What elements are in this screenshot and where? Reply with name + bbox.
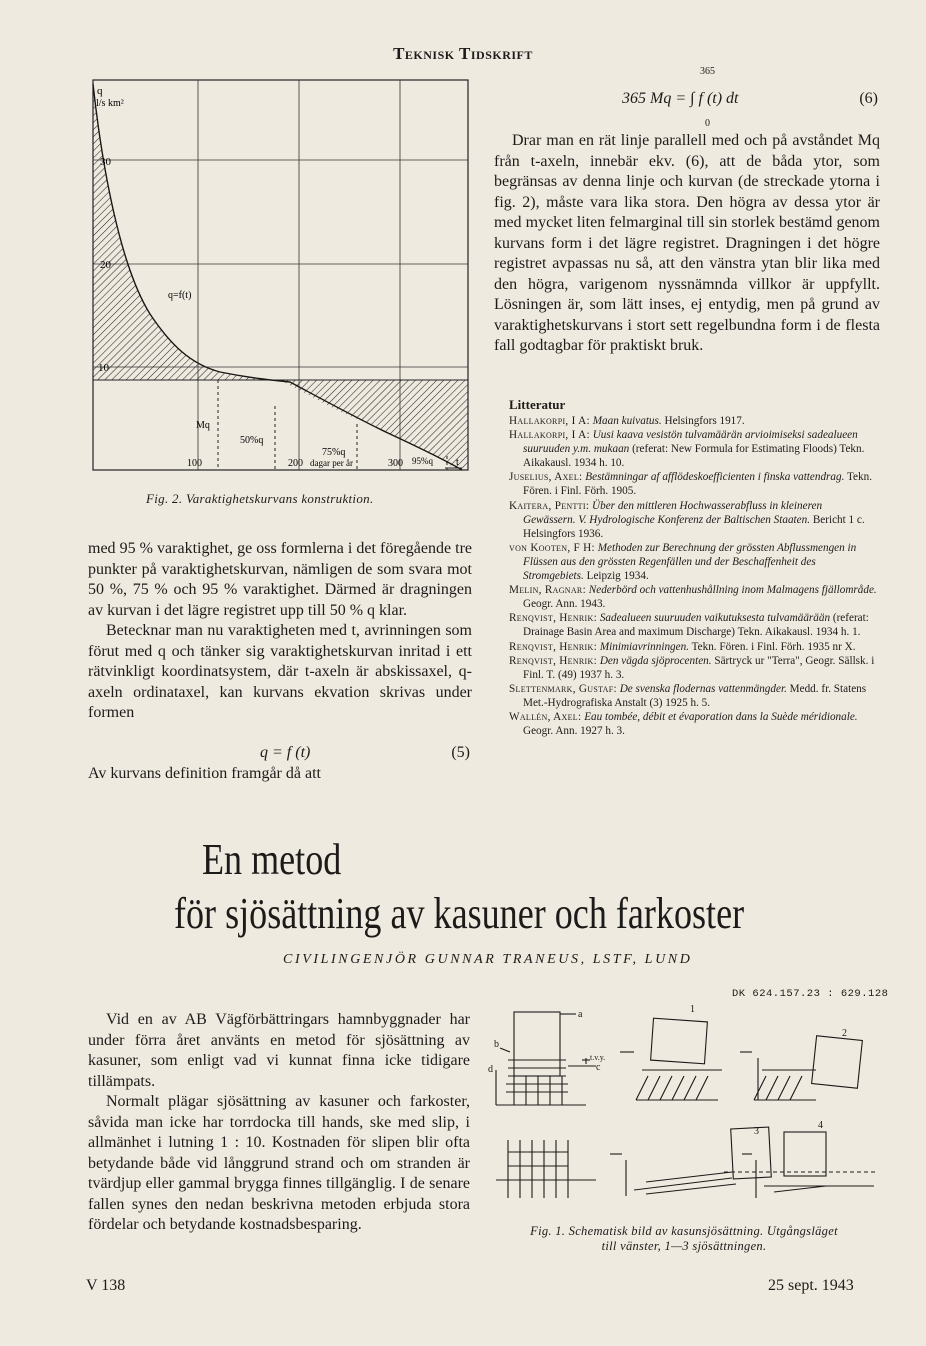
article-title-line-2: för sjösättning av kasuner och farkoster (174, 889, 745, 938)
byline: CIVILINGENJÖR GUNNAR TRANEUS, LSTF, LUND (283, 952, 693, 967)
label-step-4: 4 (818, 1120, 823, 1131)
label-95-percent: 95%q (412, 456, 433, 466)
figure-1-caption-line-1: Fig. 1. Schematisk bild av kasunsjösättning. Utgångsläget (530, 1224, 838, 1238)
page-number: V 138 (86, 1277, 126, 1294)
reference-item: Hallakorpi, I A: Uusi kaava vesistön tulvamäärän arvioimiseksi sadealueen suuruuden y.m. mukaan (referat: New Formula for Estimating Floods) Tekn. Aikakausl. 1934 h. 10. (509, 429, 865, 470)
paragraph-1: med 95 % varaktighet, ge oss formlerna i det föregående tre punkter på varaktighetskurvan, nämligen de som svara mot 50 %, 75 % och 95 % varaktighet. Därmed är dragningen av kurvan i det lägre registret upp till 50 % q klar. (88, 540, 472, 619)
caisson-step-4 (784, 1132, 826, 1176)
label-step-2: 2 (842, 1028, 847, 1039)
article-title-line-1: En metod (202, 835, 342, 884)
curve-label: q=f(t) (168, 290, 192, 301)
figure-1-caption (486, 1224, 882, 1254)
reference-item: Wallén, Axel: Eau tombée, débit et évaporation dans la Suède méridionale. Geogr. Ann. 1927 h. 3. (509, 710, 858, 738)
reference-item: Renqvist, Henrik: Den vägda sjöprocenten. Särtryck ur "Terra", Geogr. Sällsk. i Finl. T. (49) 1937 h. 3. (509, 654, 875, 681)
x-tick-100: 100 (187, 458, 202, 469)
mq-label: Mq (196, 420, 210, 431)
figure-2-caption: Fig. 2. Varaktighetskurvans konstruktion. (146, 491, 374, 506)
x-tick-300: 300 (388, 458, 403, 469)
label-50-percent: 50%q (240, 435, 264, 446)
label-75-percent: 75%q (322, 447, 346, 458)
literature-heading: Litteratur (509, 397, 566, 412)
launching-schematic (486, 1000, 882, 1218)
hatched-area-left (93, 84, 280, 380)
paragraph-2: Betecknar man nu varaktigheten med t, avrinningen som förut med q och tänker sig varaktighetskurvan inritad i ett rätvinkligt koordinatsystem, där t-axeln är abskissaxel, q-axeln ordinataxel, kan kurvans ekvation skrivas under formen (88, 622, 472, 721)
equation-6-number: (6) (859, 90, 878, 107)
reference-item: Kaitera, Pentti: Über den mittleren Hochwasserabfluss in kleineren Gewässern. V. Hydrologische Konferenz der Baltischen Staaten. Bericht 1 c. Helsingfors 1936. (509, 499, 865, 540)
paragraph-3: Av kurvans definition framgår då att (88, 765, 321, 782)
reference-item: Melin, Ragnar: Nederbörd och vattenhushållning inom Malmagens fjällområde. Geogr. Ann. 1943. (509, 584, 877, 611)
article-2-paragraph-1: Vid en av AB Vägförbättringars hamnbyggnader har under förra året använts en metod för sjösättning av kasuner, som enligt vad vi kunnat finna icke tidigare tillämpats. (88, 1011, 470, 1090)
caisson-step-1 (651, 1018, 708, 1064)
equation-5-formula: q = f (t) (260, 744, 311, 761)
journal-header: Teknisk Tidskrift (393, 44, 533, 63)
right-paragraph: Drar man en rät linje parallell med och på avståndet Mq från t-axeln, innebär ekv. (6), att de båda ytor, som begränsas av denna linje och kurvan (de streckade ytorna i fig. 2), måste vara lika stora. Den högra av dessa ytor är med mycket liten felmarginal till sin storlek bestämd genom kurvans form i det lägre registret. Dragningen i det högre registret avpassas nu så, att den vänstra ytan blir lika med den högra, varigenom nyssnämnda villkor är uppfyllt. Lösningen är, som lätt inses, ej entydig, men på grund av varaktighetskurvans i stort sett regelbundna form i de flesta fall godtagbar för praktiskt bruk. (494, 132, 880, 354)
equation-6 (494, 64, 880, 134)
reference-item: Hallakorpi, I A: Maan kuivatus. Helsingfors 1917. (509, 415, 745, 427)
label-c: c (596, 1062, 601, 1073)
label-b: b (494, 1039, 499, 1050)
reference-item: Slettenmark, Gustaf: De svenska flodernas vattenmängder. Medd. fr. Statens Met.-Hydrografiska Anstalt (3) 1925 h. 5. (509, 682, 867, 709)
reference-item: von Kooten, F H: Methoden zur Berechnung der grössten Abflussmengen in Flüssen aus den grössten Regenfällen und der Beschaffenheit des Stromgebiets. Leipzig 1934. (509, 541, 857, 583)
y-tick-10: 10 (98, 362, 109, 374)
udc-classification: DK 624.157.23 : 629.128 (732, 988, 889, 1000)
label-step-3: 3 (754, 1126, 759, 1137)
article-2-text (88, 1010, 470, 1236)
reference-list (509, 414, 877, 738)
equation-5 (88, 744, 472, 766)
y-axis-letter: q (97, 85, 103, 97)
figure-2 (90, 76, 474, 476)
label-a: a (578, 1009, 583, 1020)
caisson-initial (514, 1012, 560, 1076)
figure-1-caption-line-2: till vänster, 1—3 sjösättningen. (601, 1239, 767, 1253)
equation-6-formula: 365 Mq = ∫ f (t) dt (622, 90, 739, 107)
label-step-1: 1 (690, 1004, 695, 1015)
integral-lower-limit: 0 (705, 118, 710, 129)
label-d: d (488, 1064, 493, 1075)
x-unit-label: dagar per år (310, 458, 353, 468)
x-tick-200: 200 (288, 458, 303, 469)
reference-item: Renqvist, Henrik: Sadealueen suuruuden vaikutuksesta tulvamäärään (referat: Drainage Basin Area and maximum Discharge) Tekn. Aikakausl. 1934 h. 1. (509, 612, 869, 639)
reference-item: Juselius, Axel: Bestämningar af afflödeskoefficienten i finska vattendrag. Tekn. Fören. i Finl. Förh. 1905. (509, 471, 873, 498)
y-tick-30: 30 (100, 156, 111, 168)
left-column-text (88, 539, 472, 724)
caisson-step-2 (812, 1036, 863, 1089)
y-unit-label: l/s km² (96, 98, 124, 109)
reference-item: Renqvist, Henrik: Minimiavrinningen. Tekn. Fören. i Finl. Förh. 1935 nr X. (509, 640, 856, 653)
figure-1 (486, 1000, 882, 1218)
article-2-paragraph-2: Normalt plägar sjösättning av kasuner och farkoster, såvida man icke har torrdocka till hands, ske med slip, i allmänhet i lutning 1 : 10. Kostnaden för slipen blir ofta betydande både vid långgrund strand och om stranden är tvärdjup eller gammal brygga finnes tillgänglig. I de senare fallen synes den nedan beskrivna metoden erbjuda stora fördelar och betydande kostnadsbesparing. (88, 1093, 470, 1233)
issue-date: 25 sept. 1943 (768, 1277, 854, 1294)
hatched-area-right (280, 380, 468, 470)
label-tvy: t.v.y. (590, 1053, 606, 1062)
duration-curve-chart (90, 76, 474, 476)
y-tick-20: 20 (100, 259, 111, 271)
integral-upper-limit: 365 (700, 66, 715, 77)
equation-5-number: (5) (451, 744, 470, 761)
caisson-step-3 (731, 1127, 772, 1179)
t-axis-label: t (456, 457, 459, 468)
